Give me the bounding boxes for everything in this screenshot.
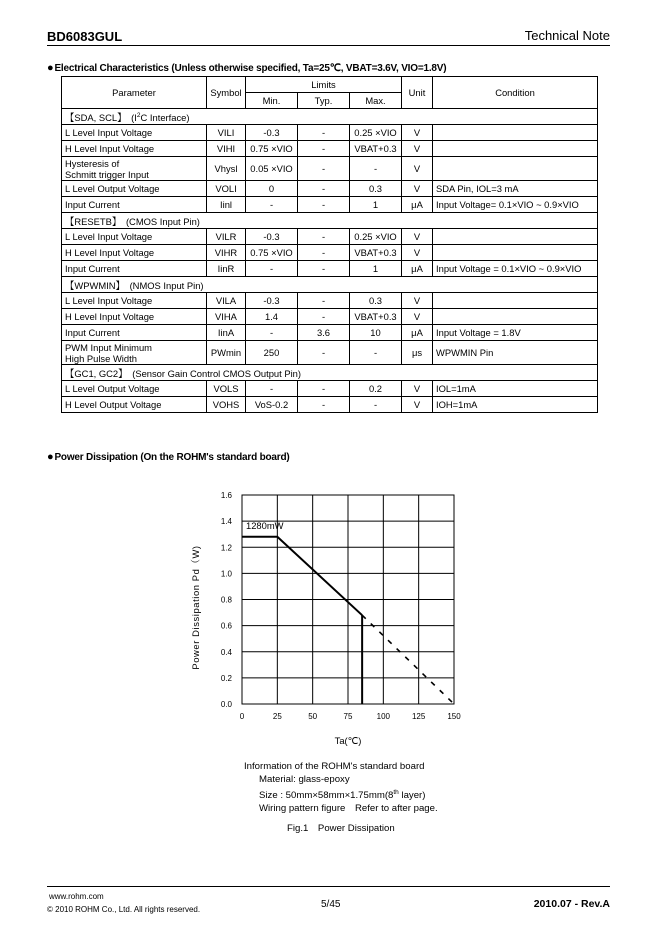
cell-parameter-line: L Level Input Voltage xyxy=(65,231,153,242)
cell-parameter-line: Input Current xyxy=(65,263,120,274)
cell-unit: V xyxy=(402,245,433,261)
cell-parameter xyxy=(62,181,207,197)
col-symbol: Symbol xyxy=(207,77,246,109)
cell-min: 1.4 xyxy=(246,309,298,325)
cell-typ: - xyxy=(298,125,350,141)
board-size-tail: layer) xyxy=(398,790,426,802)
cell-cond: Input Voltage = 1.8V xyxy=(433,325,598,341)
cell-cond: IOL=1mA xyxy=(433,381,598,397)
cell-parameter-line: H Level Input Voltage xyxy=(65,143,155,154)
cell-unit: μA xyxy=(402,261,433,277)
cell-symbol: VILR xyxy=(207,229,246,245)
cell-typ: - xyxy=(298,261,350,277)
col-max: Max. xyxy=(350,93,402,109)
cell-typ: - xyxy=(298,309,350,325)
x-tick-label: 75 xyxy=(343,712,353,721)
cell-parameter-line: Hysteresis of xyxy=(65,157,120,169)
revision: 2010.07 - Rev.A xyxy=(533,898,610,910)
cell-parameter-line: PWM Input Minimum xyxy=(65,341,152,353)
board-size-sup: th xyxy=(393,789,399,796)
cell-parameter xyxy=(62,325,207,341)
power-section-title xyxy=(47,451,289,463)
x-tick-label: 0 xyxy=(239,712,245,721)
cell-min: -0.3 xyxy=(246,125,298,141)
group-title xyxy=(62,213,598,229)
col-unit: Unit xyxy=(402,77,433,109)
cell-max: VBAT+0.3 xyxy=(350,141,402,157)
footer-website[interactable]: www.rohm.com xyxy=(49,892,104,901)
page-number: 5/45 xyxy=(321,899,341,910)
cell-cond: Input Voltage = 0.1×VIO ~ 0.9×VIO xyxy=(433,261,598,277)
cell-symbol: Vhysl xyxy=(207,157,246,181)
y-tick-label: 1.2 xyxy=(220,543,232,553)
col-min: Min. xyxy=(246,93,298,109)
table-row xyxy=(62,157,598,181)
cell-max: VBAT+0.3 xyxy=(350,309,402,325)
bullet-icon: ● xyxy=(47,62,54,74)
cell-parameter-line: L Level Input Voltage xyxy=(65,295,153,306)
chart-y-axis-label: Power Dissipation Pd（W) xyxy=(190,545,201,670)
col-parameter: Parameter xyxy=(62,77,207,109)
cell-cond xyxy=(433,309,598,325)
col-typ: Typ. xyxy=(298,93,350,109)
table-row xyxy=(62,325,598,341)
col-condition: Condition xyxy=(433,77,598,109)
cell-parameter-line: H Level Input Voltage xyxy=(65,311,155,322)
cell-parameter xyxy=(62,261,207,277)
board-size xyxy=(244,786,438,802)
part-number: BD6083GUL xyxy=(47,29,123,44)
cell-parameter-line2: High Pulse Width xyxy=(65,352,137,364)
cell-parameter-line: Input Current xyxy=(65,199,120,210)
table-row xyxy=(62,341,598,365)
cell-cond: Input Voltage= 0.1×VIO ~ 0.9×VIO xyxy=(433,197,598,213)
col-limits: Limits xyxy=(246,77,402,93)
cell-parameter xyxy=(62,197,207,213)
cell-cond xyxy=(433,245,598,261)
cell-max: 1 xyxy=(350,261,402,277)
cell-min: 0.05 ×VIO xyxy=(246,157,298,181)
cell-unit: V xyxy=(402,293,433,309)
chart-series-line-3 xyxy=(362,615,454,704)
table-row xyxy=(62,261,598,277)
cell-unit: μs xyxy=(402,341,433,365)
board-size-text: Size : 50mm×58mm×1.75mm(8 xyxy=(259,790,394,802)
cell-max: 0.3 xyxy=(350,181,402,197)
cell-cond xyxy=(433,141,598,157)
cell-min: - xyxy=(246,197,298,213)
cell-min: 0.75 ×VIO xyxy=(246,141,298,157)
power-title-text: Power Dissipation (On the ROHM's standard board) xyxy=(54,452,290,463)
cell-symbol: IinR xyxy=(207,261,246,277)
cell-typ: - xyxy=(298,141,350,157)
table-row xyxy=(62,381,598,397)
cell-symbol: IinA xyxy=(207,325,246,341)
cell-parameter-line: Input Current xyxy=(65,327,120,338)
cell-max: - xyxy=(350,157,402,181)
cell-min: -0.3 xyxy=(246,293,298,309)
cell-max: 10 xyxy=(350,325,402,341)
chart-annotation: 1280mW xyxy=(246,519,284,531)
y-tick-label: 1.4 xyxy=(220,517,232,527)
x-tick-label: 25 xyxy=(272,712,282,721)
cell-max: - xyxy=(350,341,402,365)
table-row xyxy=(62,309,598,325)
cell-typ: - xyxy=(298,245,350,261)
group-header-row xyxy=(62,109,598,125)
cell-typ: - xyxy=(298,341,350,365)
table-row xyxy=(62,397,598,413)
chart-x-axis-label: Ta(℃) xyxy=(334,735,362,746)
cell-max: 0.3 xyxy=(350,293,402,309)
group-title-sup: 2 xyxy=(136,111,141,119)
cell-max: - xyxy=(350,397,402,413)
cell-unit: μA xyxy=(402,197,433,213)
cell-min: 250 xyxy=(246,341,298,365)
table-row xyxy=(62,293,598,309)
y-tick-label: 0.4 xyxy=(220,647,232,657)
header-rule xyxy=(47,45,610,46)
group-title xyxy=(62,277,598,293)
cell-parameter xyxy=(62,381,207,397)
power-dissipation-chart xyxy=(185,485,485,750)
cell-max: 0.25 ×VIO xyxy=(350,125,402,141)
y-tick-label: 0.8 xyxy=(220,595,232,605)
cell-parameter xyxy=(62,229,207,245)
cell-unit: V xyxy=(402,157,433,181)
cell-cond xyxy=(433,229,598,245)
cell-min: 0.75 ×VIO xyxy=(246,245,298,261)
cell-unit: V xyxy=(402,229,433,245)
electrical-title-text: Electrical Characteristics (Unless otherwise specified, Ta=25℃, VBAT=3.6V, VIO=1.8V) xyxy=(54,63,447,74)
cell-min: -0.3 xyxy=(246,229,298,245)
y-tick-label: 0.6 xyxy=(220,621,232,631)
group-title-tail: C Interface) xyxy=(140,111,190,123)
cell-parameter xyxy=(62,157,207,181)
group-title xyxy=(62,109,598,125)
x-tick-label: 125 xyxy=(411,712,426,721)
board-info xyxy=(244,760,438,815)
cell-symbol: VILI xyxy=(207,125,246,141)
x-tick-label: 150 xyxy=(447,712,461,721)
table-row xyxy=(62,197,598,213)
cell-cond xyxy=(433,125,598,141)
cell-parameter-line: L Level Output Voltage xyxy=(65,183,160,194)
cell-symbol: Iinl xyxy=(207,197,246,213)
cell-cond xyxy=(433,293,598,309)
table-row xyxy=(62,125,598,141)
cell-parameter xyxy=(62,397,207,413)
figure-caption: Fig.1 Power Dissipation xyxy=(287,823,395,834)
x-tick-label: 100 xyxy=(376,712,391,721)
x-tick-label: 50 xyxy=(308,712,318,721)
cell-symbol: VOLI xyxy=(207,181,246,197)
cell-unit: V xyxy=(402,125,433,141)
cell-typ: - xyxy=(298,197,350,213)
cell-parameter xyxy=(62,245,207,261)
cell-parameter xyxy=(62,141,207,157)
cell-cond: WPWMIN Pin xyxy=(433,341,598,365)
group-title xyxy=(62,365,598,381)
table-row xyxy=(62,141,598,157)
cell-unit: V xyxy=(402,181,433,197)
document-type: Technical Note xyxy=(524,28,610,43)
cell-symbol: VIHA xyxy=(207,309,246,325)
group-title-text: 【WPWMIN】 (NMOS Input Pin) xyxy=(65,279,204,291)
cell-typ: - xyxy=(298,181,350,197)
cell-max: VBAT+0.3 xyxy=(350,245,402,261)
cell-unit: μA xyxy=(402,325,433,341)
cell-typ: - xyxy=(298,229,350,245)
footer-rule xyxy=(47,886,610,887)
cell-min: VoS-0.2 xyxy=(246,397,298,413)
cell-max: 0.25 ×VIO xyxy=(350,229,402,245)
cell-typ: - xyxy=(298,157,350,181)
cell-min: 0 xyxy=(246,181,298,197)
group-header-row xyxy=(62,365,598,381)
board-wiring-note: Wiring pattern figure Refer to after page. xyxy=(259,803,438,815)
cell-symbol: VOHS xyxy=(207,397,246,413)
cell-typ: - xyxy=(298,381,350,397)
cell-typ: 3.6 xyxy=(298,325,350,341)
cell-max: 0.2 xyxy=(350,381,402,397)
cell-parameter-line: H Level Input Voltage xyxy=(65,247,155,258)
bullet-icon: ● xyxy=(47,451,54,463)
group-header-row xyxy=(62,277,598,293)
y-tick-label: 1.0 xyxy=(220,569,232,579)
cell-unit: V xyxy=(402,381,433,397)
cell-min: - xyxy=(246,261,298,277)
y-tick-label: 1.6 xyxy=(220,491,232,500)
cell-parameter-line: H Level Output Voltage xyxy=(65,399,162,410)
board-info-title: Information of the ROHM's standard board xyxy=(244,761,425,772)
cell-cond: SDA Pin, IOL=3 mA xyxy=(433,181,598,197)
footer-copyright: © 2010 ROHM Co., Ltd. All rights reserved. xyxy=(47,905,201,914)
electrical-characteristics-table xyxy=(61,76,598,413)
electrical-section-title xyxy=(47,62,446,74)
cell-parameter-line2: Schmitt trigger Input xyxy=(65,168,149,180)
cell-parameter-line: L Level Input Voltage xyxy=(65,127,153,138)
cell-parameter xyxy=(62,309,207,325)
table-row xyxy=(62,245,598,261)
cell-max: 1 xyxy=(350,197,402,213)
cell-unit: V xyxy=(402,309,433,325)
cell-unit: V xyxy=(402,141,433,157)
cell-parameter xyxy=(62,341,207,365)
cell-parameter xyxy=(62,293,207,309)
board-material: Material: glass-epoxy xyxy=(259,774,350,785)
cell-symbol: PWmin xyxy=(207,341,246,365)
cell-symbol: VIHR xyxy=(207,245,246,261)
chart-series-line-1 xyxy=(242,537,362,615)
table-row xyxy=(62,229,598,245)
cell-min: - xyxy=(246,325,298,341)
cell-cond xyxy=(433,157,598,181)
group-title-text: 【RESETB】 (CMOS Input Pin) xyxy=(65,215,200,227)
y-tick-label: 0.2 xyxy=(220,673,232,683)
group-title-text: 【SDA, SCL】 (I xyxy=(65,111,137,123)
table-row xyxy=(62,181,598,197)
table-header-row xyxy=(62,77,598,93)
cell-parameter-line: L Level Output Voltage xyxy=(65,383,160,394)
cell-min: - xyxy=(246,381,298,397)
cell-parameter xyxy=(62,125,207,141)
cell-symbol: VIHI xyxy=(207,141,246,157)
y-tick-label: 0.0 xyxy=(220,700,232,709)
group-header-row xyxy=(62,213,598,229)
cell-symbol: VOLS xyxy=(207,381,246,397)
group-title-text: 【GC1, GC2】 (Sensor Gain Control CMOS Output Pin) xyxy=(65,367,302,379)
cell-typ: - xyxy=(298,293,350,309)
cell-cond: IOH=1mA xyxy=(433,397,598,413)
cell-unit: V xyxy=(402,397,433,413)
cell-typ: - xyxy=(298,397,350,413)
cell-symbol: VILA xyxy=(207,293,246,309)
